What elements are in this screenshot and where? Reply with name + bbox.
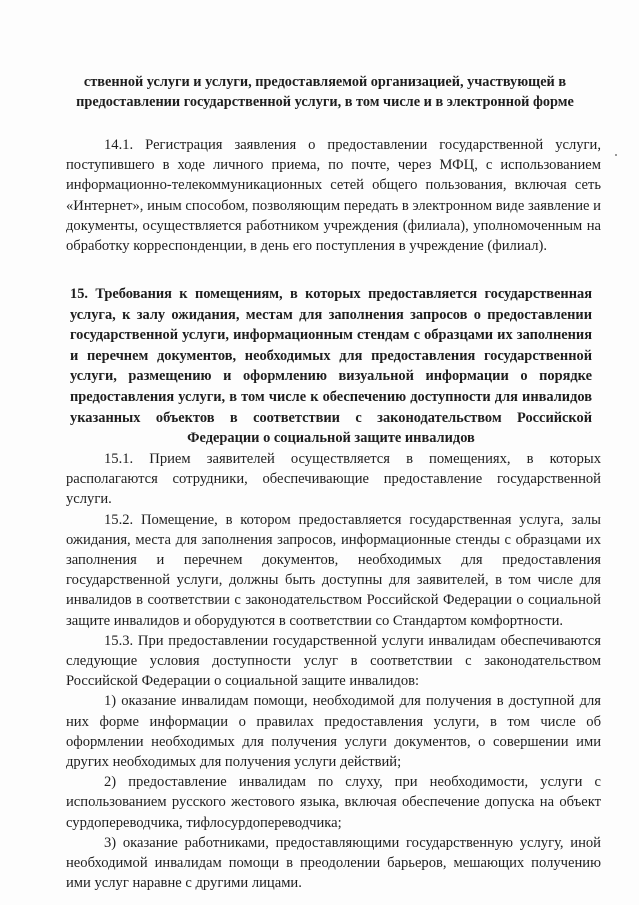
list-item: 1) оказание инвалидам помощи, необходимой для получения в доступной для них форме информации о правилах предоставления услуги, в том числе об оформлении необходимых для получения услуги документов, о совершении ими других необходимых для получения услуги действий; [66,693,601,771]
section-15-body [66,449,601,893]
paragraph-14-1-block [66,135,601,256]
section-heading-15: 15. Требования к помещениям, в которых предоставляется государственная услуга, к залу ожидания, местам для заполнения запросов о предоставлении государственной услуги, информационным стендам с образцами их заполнения и перечнем документов, необходимых для предоставления государственной услуги, размещению и оформлению визуальной информации о порядке предоставления услуги, в том числе к обеспечению доступности для инвалидов указанных объектов в соответствии с законодательством Российской Федерации о социальной защите инвалидов [70,286,592,447]
section-heading-continuation: ственной услуги и услуги, предоставляемой организацией, участвующей в предоставлении государственной услуги, в том числе и в электронной форме [76,74,574,110]
paragraph-15-2: 15.2. Помещение, в котором предоставляется государственная услуга, залы ожидания, места для заполнения запросов, информационные стенды с образцами их заполнения и перечнем документов, необходимых для предоставления государственной услуги, должны быть доступны для заявителей, в том числе для инвалидов в соответствии с законодательством Российской Федерации о социальной защите инвалидов и оборудуются в соответствии со Стандартом комфортности. [66,511,601,629]
paragraph-15-3: 15.3. При предоставлении государственной услуги инвалидам обеспечиваются следующие условия доступности услуг в соответствии с законодательством Российской Федерации о социальной защите инвалидов: [66,632,601,690]
list-item: 3) оказание работниками, предоставляющими государственную услугу, иной необходимой инвалидам помощи в преодолении барьеров, мешающих получению ими услуг наравне с другими лицами. [66,834,601,892]
paragraph-15-1: 15.1. Прием заявителей осуществляется в помещениях, в которых располагаются сотрудники, обеспечивающие предоставление государственной услуги. [66,451,601,508]
paragraph-14-1: 14.1. Регистрация заявления о предоставлении государственной услуги, поступившего в ходе личного приема, по почте, через МФЦ, с использованием информационно-телекоммуникационных сетей общего пользования, включая сеть «Интернет», иным способом, позволяющим передать в электронном виде заявление и документы, осуществляется работником учреждения (филиала), уполномоченным на обработку корреспонденции, в день его поступления в учреждение (филиал). [66,137,601,255]
list-item: 2) предоставление инвалидам по слуху, при необходимости, услуги с использованием русского жестового языка, включая обеспечение допуска на объект сурдопереводчика, тифлосурдопереводчика; [66,774,601,831]
scan-speck [615,154,617,156]
